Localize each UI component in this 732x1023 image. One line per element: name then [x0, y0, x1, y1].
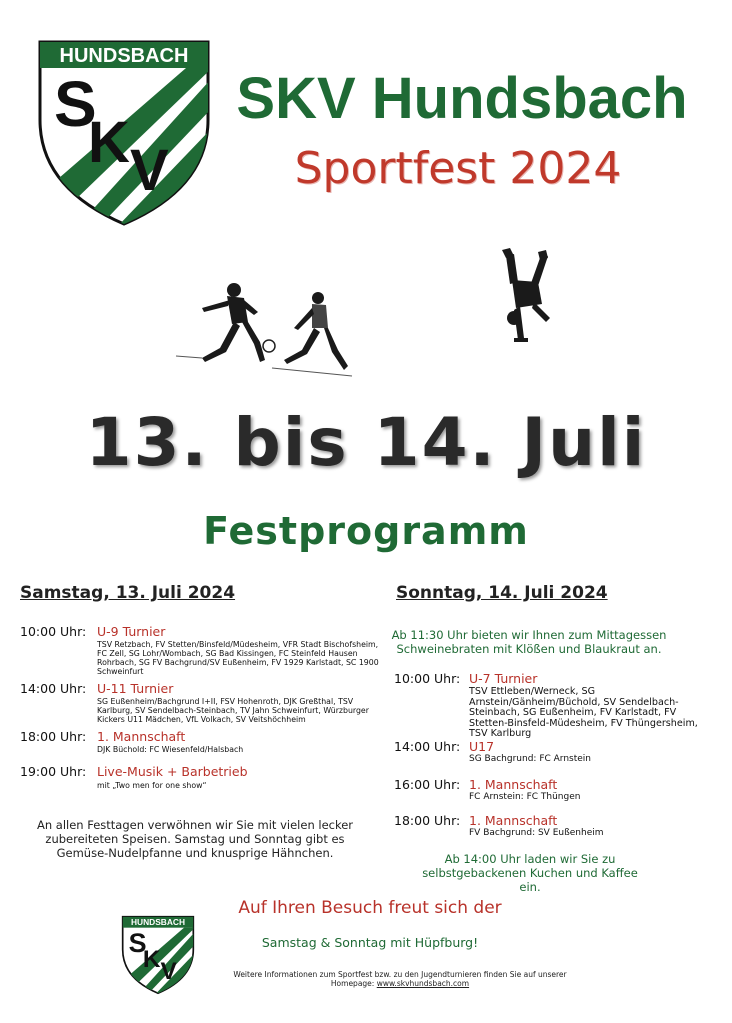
logo-letter-v: V [160, 957, 177, 985]
logo-letter-s: S [54, 68, 97, 140]
event-time: 14:00 Uhr: [20, 681, 87, 696]
logo-text: HUNDSBACH [59, 45, 189, 67]
lunch-note: Ab 11:30 Uhr bieten wir Ihnen zum Mittagessen Schweinebraten mit Klößen und Blaukraut an. [391, 628, 667, 656]
event-detail: FC Arnstein: FC Thüngen [469, 792, 581, 802]
event-time: 16:00 Uhr: [394, 777, 461, 792]
event-detail: TSV Ettleben/Werneck, SG Arnstein/Gänheim/Büchold, SV Sendelbach-Steinbach, SG Eußenheim, FV Karlstadt, FV Stetten-Binsfeld-Müdesheim, FV Thüngersheim, TSV Karlburg [469, 686, 698, 739]
event-time: 19:00 Uhr: [20, 764, 87, 779]
event-time: 18:00 Uhr: [394, 813, 461, 828]
sunday-heading: Sonntag, 14. Juli 2024 [396, 583, 608, 603]
greeting-text: Auf Ihren Besuch freut sich der [238, 898, 502, 918]
event-detail: SG Bachgrund: FC Arnstein [469, 754, 592, 764]
cake-note: Ab 14:00 Uhr laden wir Sie zu selbstgebackenen Kuchen und Kaffee ein. [422, 852, 638, 894]
event-title: 1. Mannschaft [97, 729, 186, 744]
food-note: An allen Festtagen verwöhnen wir Sie mit vielen lecker zubereiteten Speisen. Samstag und Sonntag gibt es Gemüse-Nudelpfanne und knusprige Hähnchen. [36, 818, 354, 860]
event-detail: FV Bachgrund: SV Eußenheim [469, 828, 604, 838]
club-logo [36, 38, 212, 228]
logo-letter-k: K [88, 110, 130, 175]
club-logo-small [121, 914, 195, 996]
event-time: 10:00 Uhr: [20, 624, 87, 639]
event-detail: DJK Büchold: FC Wiesenfeld/Halsbach [97, 745, 244, 754]
logo-letter-v: V [130, 138, 169, 203]
event-title: U17 [469, 739, 495, 754]
event-title: 1. Mannschaft [469, 813, 558, 828]
soccer-players-illustration [172, 278, 372, 388]
logo-text: HUNDSBACH [130, 917, 186, 928]
event-time: 18:00 Uhr: [20, 729, 87, 744]
event-title: 1. Mannschaft [469, 777, 558, 792]
event-detail: SG Eußenheim/Bachgrund I+II, FSV Hohenroth, DJK Greßthal, TSV Karlburg, SV Sendelbach-Steinbach, TV Jahn Schweinfurt, Würzburger Kickers U11 Mädchen, VfL Volkach, SV Veitshöchheim [97, 697, 369, 724]
homepage-link[interactable]: www.skvhundsbach.com [376, 979, 470, 988]
program-title: Festprogramm [203, 509, 529, 553]
event-time: 14:00 Uhr: [394, 739, 461, 754]
logo-letter-k: K [142, 946, 161, 974]
event-title: Live-Musik + Barbetrieb [97, 764, 248, 779]
event-title: U-11 Turnier [97, 681, 174, 696]
logo-letter-s: S [128, 928, 147, 959]
event-detail: mit „Two men for one show“ [97, 781, 207, 790]
saturday-heading: Samstag, 13. Juli 2024 [20, 583, 236, 603]
event-title: Sportfest 2024 [294, 143, 622, 194]
event-time: 10:00 Uhr: [394, 671, 461, 686]
event-detail: TSV Retzbach, FV Stetten/Binsfeld/Müdesheim, VFR Stadt Bischofsheim, FC Zell, SG Lohr/Wombach, SG Bad Kissingen, FC Steinfeld Hausen Rohrbach, SG FV Bachgrund/SV Eußenheim, FV 1929 Karlstadt, SC 1900 Schweinfurt [97, 640, 379, 676]
event-title: U-9 Turnier [97, 624, 166, 639]
event-title: U-7 Turnier [469, 671, 538, 686]
breakdancer-illustration [484, 246, 564, 376]
event-dates: 13. bis 14. Juli [85, 404, 647, 481]
club-title: SKV Hundsbach [236, 66, 688, 131]
more-info-text: Weitere Informationen zum Sportfest bzw. zu den Jugendturnieren finden Sie auf unserer Homepage: [233, 970, 567, 988]
more-info [220, 970, 580, 988]
bouncy-castle-note: Samstag & Sonntag mit Hüpfburg! [261, 935, 479, 950]
